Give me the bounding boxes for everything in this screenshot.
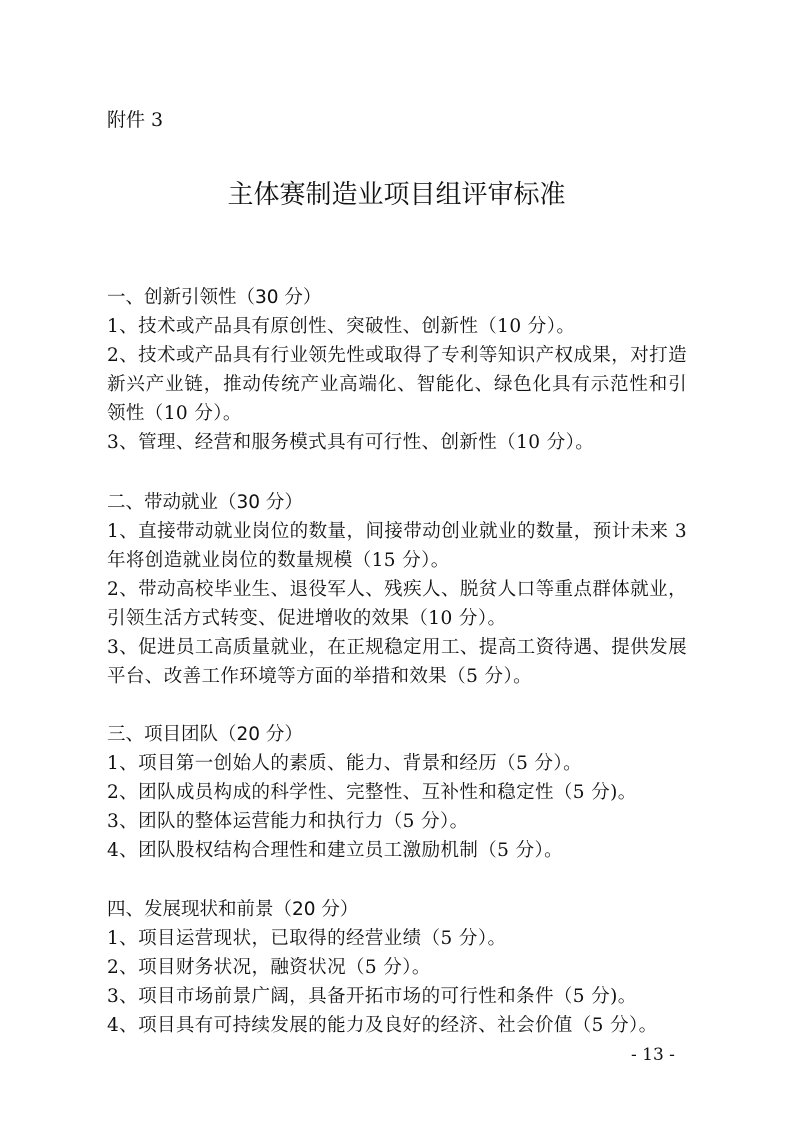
criteria-item: 1、项目第一创始人的素质、能力、背景和经历（5 分）。 xyxy=(107,753,582,774)
criteria-content xyxy=(107,283,687,1071)
criteria-item: 2、项目财务状况，融资状况（5 分）。 xyxy=(107,957,431,978)
attachment-label: 附件 3 xyxy=(107,109,164,131)
document-title: 主体赛制造业项目组评审标准 xyxy=(227,180,566,210)
section-heading: 三、项目团队（20 分） xyxy=(107,724,303,745)
criteria-item: 3、管理、经营和服务模式具有可行性、创新性（10 分）。 xyxy=(107,432,595,453)
criteria-item: 3、促进员工高质量就业，在正规稳定用工、提高工资待遇、提供发展平台、改善工作环境等方面的举措和效果（5 分）。 xyxy=(107,637,687,687)
criteria-item: 3、团队的整体运营能力和执行力（5 分）。 xyxy=(107,811,469,832)
criteria-item: 4、项目具有可持续发展的能力及良好的经济、社会价值（5 分）。 xyxy=(107,1015,658,1036)
criteria-item: 4、团队股权结构合理性和建立员工激励机制（5 分）。 xyxy=(107,840,564,861)
criteria-item: 1、直接带动就业岗位的数量，间接带动创业就业的数量，预计未来 3 年将创造就业岗位的数量规模（15 分）。 xyxy=(107,521,687,571)
section-heading: 二、带动就业（30 分） xyxy=(107,492,303,513)
criteria-item: 1、项目运营现状，已取得的经营业绩（5 分）。 xyxy=(107,928,507,949)
criteria-item: 3、项目市场前景广阔，具备开拓市场的可行性和条件（5 分)。 xyxy=(107,986,637,1007)
page-number: - 13 - xyxy=(631,1045,675,1065)
criteria-item: 2、技术或产品具有行业领先性或取得了专利等知识产权成果，对打造新兴产业链，推动传统产业高端化、智能化、绿色化具有示范性和引领性（10 分）。 xyxy=(107,345,687,424)
section-innovation xyxy=(107,283,687,457)
section-prospects xyxy=(107,895,687,1040)
section-heading: 四、发展现状和前景（20 分） xyxy=(107,899,359,920)
criteria-item: 2、带动高校毕业生、退役军人、残疾人、脱贫人口等重点群体就业，引领生活方式转变、促进增收的效果（10 分）。 xyxy=(107,579,687,629)
section-team xyxy=(107,720,687,865)
section-heading: 一、创新引领性（30 分） xyxy=(107,287,322,308)
criteria-item: 1、技术或产品具有原创性、突破性、创新性（10 分）。 xyxy=(107,316,576,337)
section-employment xyxy=(107,488,687,691)
criteria-item: 2、团队成员构成的科学性、完整性、互补性和稳定性（5 分)。 xyxy=(107,782,637,803)
